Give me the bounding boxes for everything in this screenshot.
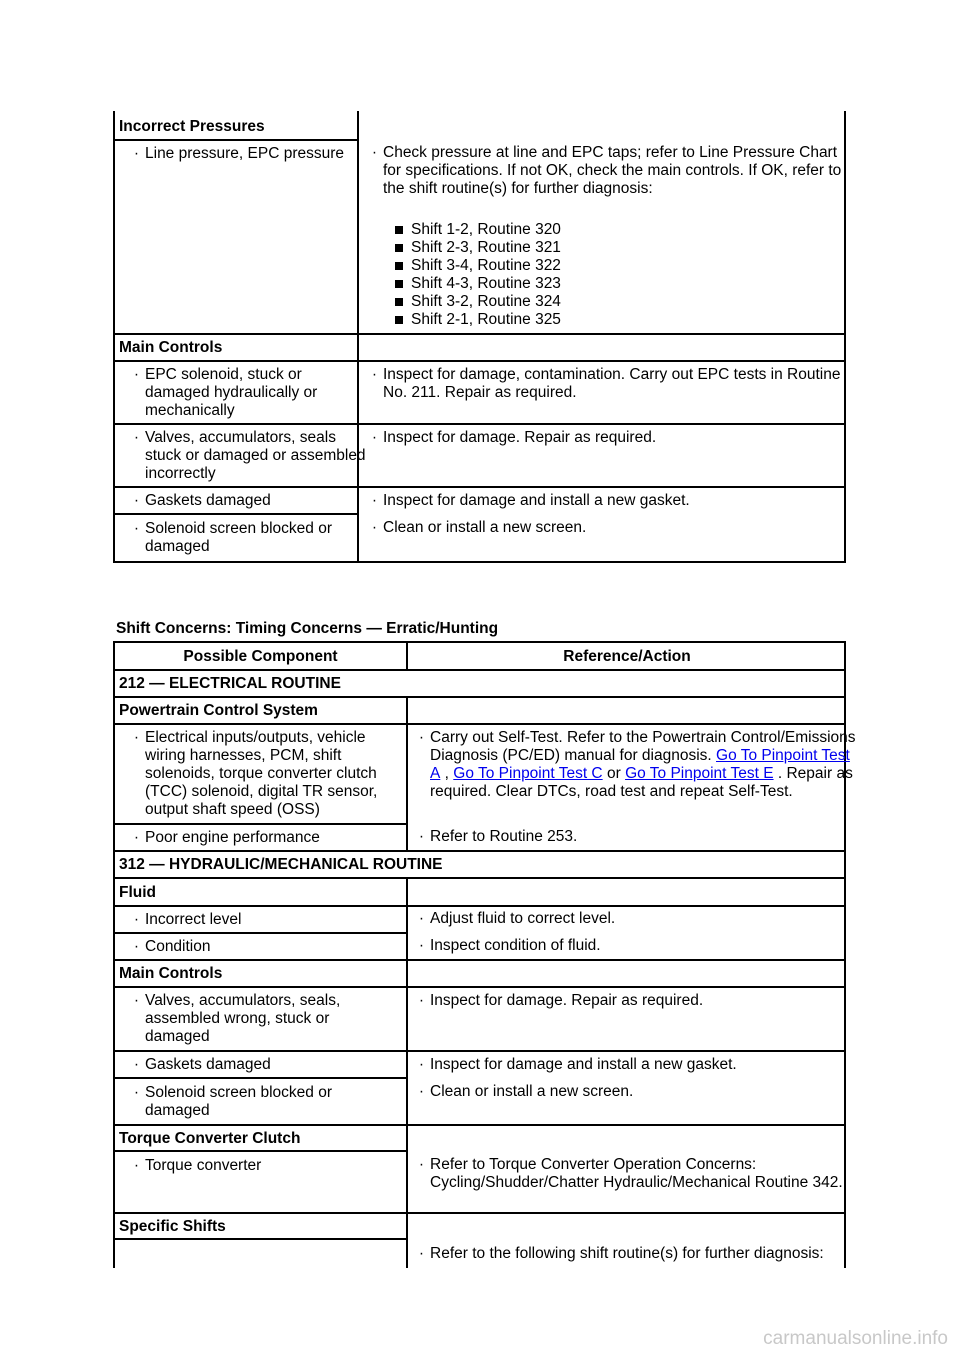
torque-converter-component: · Torque converter bbox=[133, 1157, 262, 1174]
pinpoint-test-a-link[interactable]: Go To Pinpoint Test A bbox=[430, 747, 850, 782]
incorrect-level-component: · Incorrect level bbox=[133, 911, 242, 928]
gaskets-component: · Gaskets damaged bbox=[133, 492, 271, 509]
shift-routine-list bbox=[391, 221, 811, 329]
line-pressure-component: · Line pressure, EPC pressure bbox=[133, 145, 345, 162]
gaskets-component: · Gaskets damaged bbox=[133, 1056, 271, 1073]
poor-engine-action: · Refer to Routine 253. bbox=[418, 828, 578, 845]
column-header-component: Possible Component bbox=[183, 648, 338, 665]
screen-component: · Solenoid screen blocked or damaged bbox=[133, 1084, 332, 1119]
tcc-heading: Torque Converter Clutch bbox=[119, 1130, 301, 1147]
fluid-heading: Fluid bbox=[119, 884, 157, 901]
valves-action: · Inspect for damage. Repair as required. bbox=[418, 992, 704, 1009]
electrical-routine-heading: 212 — ELECTRICAL ROUTINE bbox=[119, 675, 341, 692]
valves-action: · Inspect for damage. Repair as required. bbox=[371, 429, 657, 446]
torque-converter-action: · Refer to Torque Converter Operation Concerns: Cycling/Shudder/Chatter Hydraulic/Mechanical Routine 342. bbox=[418, 1156, 843, 1191]
screen-action: · Clean or install a new screen. bbox=[371, 519, 587, 536]
list-item: Shift 3-2, Routine 324 bbox=[391, 293, 811, 311]
specific-shifts-heading: Specific Shifts bbox=[119, 1218, 226, 1235]
screen-component: · Solenoid screen blocked or damaged bbox=[133, 520, 332, 555]
specific-shifts-action: · Refer to the following shift routine(s) for further diagnosis: bbox=[418, 1245, 824, 1262]
epc-solenoid-action: · Inspect for damage, contamination. Carry out EPC tests in Routine No. 211. Repair as required. bbox=[371, 366, 841, 401]
list-item: Shift 2-1, Routine 325 bbox=[391, 311, 811, 329]
gaskets-action: · Inspect for damage and install a new gasket. bbox=[418, 1056, 737, 1073]
powertrain-heading: Powertrain Control System bbox=[119, 702, 318, 719]
gaskets-action: · Inspect for damage and install a new gasket. bbox=[371, 492, 690, 509]
list-item: Shift 1-2, Routine 320 bbox=[391, 221, 811, 239]
electrical-inputs-component: · Electrical inputs/outputs, vehicle wiring harnesses, PCM, shift solenoids, torque converter clutch (TCC) solenoid, digital TR sensor, output shaft speed (OSS) bbox=[133, 729, 378, 818]
valves-component: · Valves, accumulators, seals, assembled wrong, stuck or damaged bbox=[133, 992, 341, 1045]
list-item: Shift 4-3, Routine 323 bbox=[391, 275, 811, 293]
diagnosis-table-bottom bbox=[113, 641, 856, 1268]
pinpoint-test-c-link[interactable]: Go To Pinpoint Test C bbox=[453, 765, 603, 782]
incorrect-level-action: · Adjust fluid to correct level. bbox=[418, 910, 616, 927]
column-header-action: Reference/Action bbox=[563, 648, 691, 665]
table-title: Shift Concerns: Timing Concerns — Erratic/Hunting bbox=[116, 620, 499, 637]
electrical-inputs-action: · Carry out Self-Test. Refer to the Powertrain Control/Emissions Diagnosis (PC/ED) manual for diagnosis. Go To Pinpoint Test A , Go To Pinpoint Test C or Go To Pinpoint Test E . Repair as required. Clear DTCs, road test and repeat Self-Test. bbox=[418, 729, 856, 800]
list-item: Shift 3-4, Routine 322 bbox=[391, 257, 811, 275]
line-pressure-action: · Check pressure at line and EPC taps; refer to Line Pressure Chart for specifications. If not OK, check the main controls. If OK, refer to the shift routine(s) for further diagnosis: bbox=[371, 144, 842, 197]
screen-action: · Clean or install a new screen. bbox=[418, 1083, 634, 1100]
poor-engine-component: · Poor engine performance bbox=[133, 829, 320, 846]
hydraulic-routine-heading: 312 — HYDRAULIC/MECHANICAL ROUTINE bbox=[119, 856, 443, 873]
watermark-footer: carmanualsonline.info bbox=[763, 1328, 948, 1349]
pinpoint-test-e-link[interactable]: Go To Pinpoint Test E bbox=[625, 765, 774, 782]
incorrect-pressures-heading: Incorrect Pressures bbox=[119, 118, 265, 135]
condition-component: · Condition bbox=[133, 938, 211, 955]
valves-component: · Valves, accumulators, seals stuck or damaged or assembled incorrectly bbox=[133, 429, 366, 482]
epc-solenoid-component: · EPC solenoid, stuck or damaged hydraulically or mechanically bbox=[133, 366, 318, 419]
list-item: Shift 2-3, Routine 321 bbox=[391, 239, 811, 257]
main-controls-heading: Main Controls bbox=[119, 339, 223, 356]
condition-action: · Inspect condition of fluid. bbox=[418, 937, 601, 954]
diagnosis-table-top bbox=[113, 111, 846, 563]
main-controls-heading: Main Controls bbox=[119, 965, 223, 982]
